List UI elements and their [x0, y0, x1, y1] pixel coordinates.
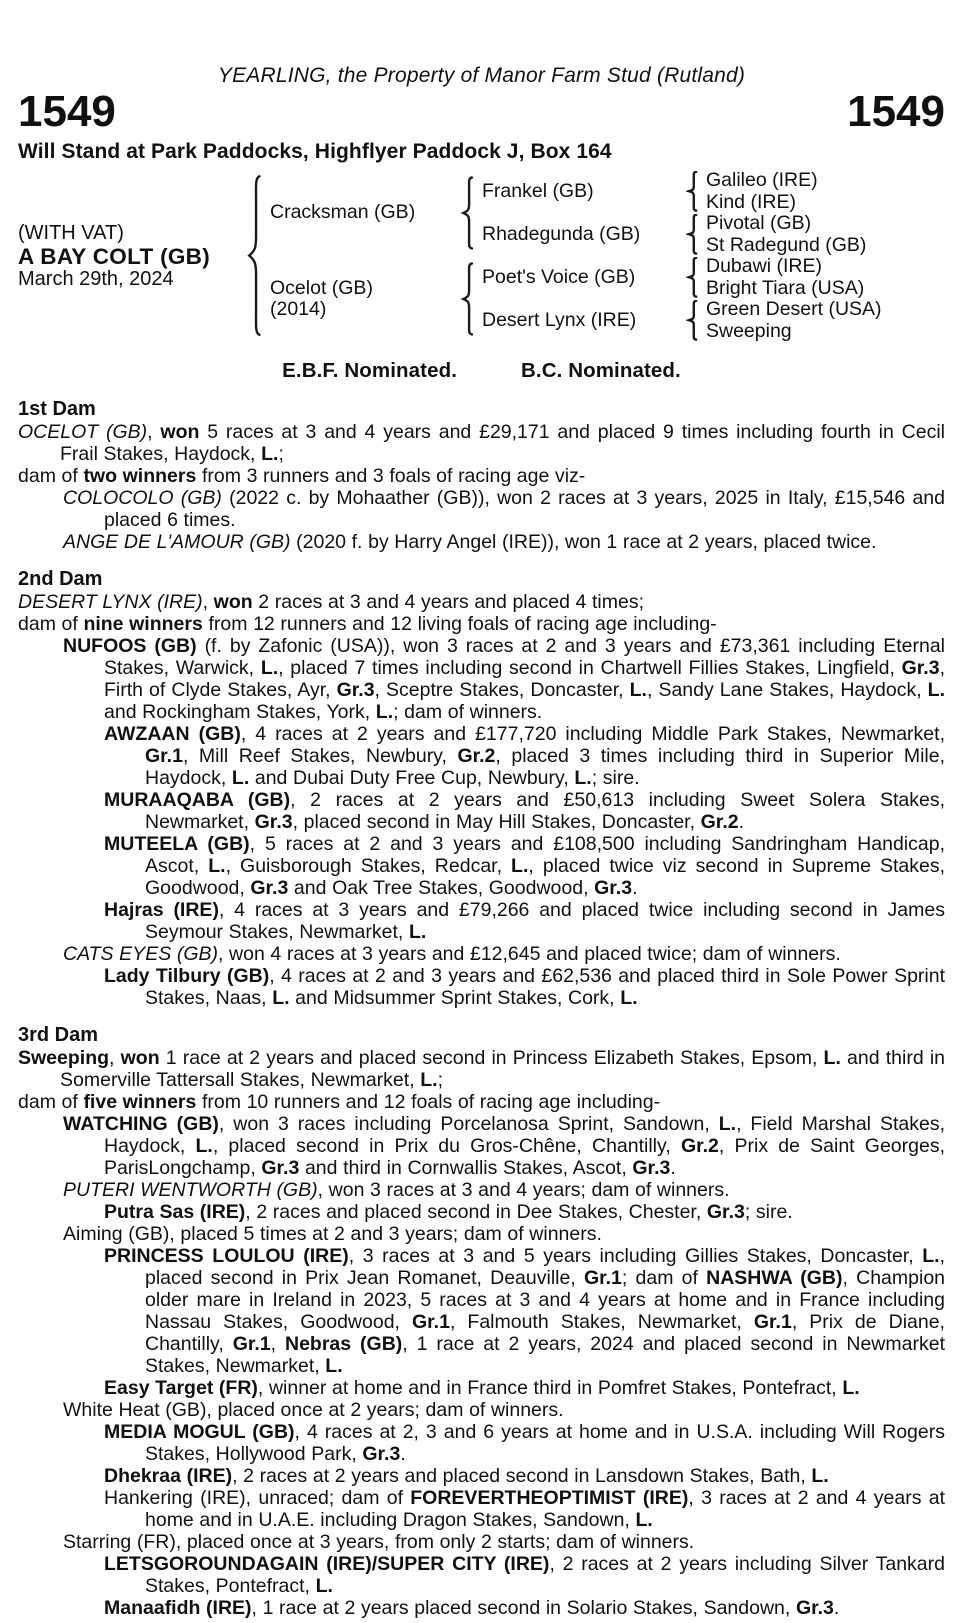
- subject-name: A BAY COLT (GB): [18, 243, 211, 269]
- page-title: YEARLING, the Property of Manor Farm Stud (Rutland): [217, 64, 746, 87]
- text-run: from 3 runners and 3 foals of racing age viz-: [196, 465, 586, 487]
- text-run: , Falmouth Stakes, Newmarket,: [449, 1311, 754, 1333]
- text-run: and Oak Tree Stakes, Goodwood,: [288, 877, 595, 899]
- pedigree-paragraph: [18, 789, 945, 833]
- emphasized-text: L.: [927, 679, 946, 701]
- emphasized-text: L.: [635, 1509, 653, 1531]
- pedigree-paragraph: [18, 965, 945, 1009]
- emphasized-text: Sweeping: [18, 1047, 110, 1069]
- emphasized-text: OCELOT (GB): [18, 421, 148, 443]
- text-run: , placed second in Prix Jean Romanet, Deauville,: [145, 1245, 946, 1289]
- text-run: , placed second in Prix du Gros-Chêne, Chantilly,: [212, 1135, 681, 1157]
- emphasized-text: L.: [922, 1245, 940, 1267]
- emphasized-text: L.: [511, 855, 529, 877]
- emphasized-text: FOREVERTHEOPTIMIST (IRE): [410, 1487, 689, 1509]
- sire-name: Cracksman (GB): [270, 201, 416, 224]
- text-run: , Firth of Clyde Stakes, Ayr,: [104, 657, 945, 701]
- emphasized-text: PRINCESS LOULOU (IRE): [104, 1245, 349, 1267]
- emphasized-text: Gr.1: [232, 1333, 271, 1355]
- emphasized-text: L.: [629, 679, 647, 701]
- text-run: ,: [270, 1333, 285, 1355]
- pedigree-subject: [18, 222, 236, 291]
- text-run: , 3 races at 2 and 4 years at home and in U.A.E. including Dragon Stakes, Sandown,: [145, 1487, 945, 1531]
- text-run: , 1 race at 2 years placed second in Solario Stakes, Sandown,: [251, 1597, 796, 1619]
- text-run: , won 4 races at 3 years and £12,645 and placed twice; dam of winners.: [217, 943, 841, 965]
- text-run: (2020 f. by Harry Angel (IRE)), won 1 race at 2 years, placed twice.: [290, 531, 877, 553]
- text-run: .: [400, 1443, 406, 1465]
- emphasized-text: won: [213, 591, 253, 613]
- emphasized-text: L.: [272, 987, 290, 1009]
- text-run: , 2 races and placed second in Dee Stakes, Chester,: [245, 1201, 707, 1223]
- section-heading: 2nd Dam: [18, 568, 103, 590]
- text-run: .: [833, 1597, 840, 1619]
- section-heading: 3rd Dam: [18, 1024, 99, 1046]
- text-run: ; dam of: [621, 1267, 707, 1289]
- great-grandparent-4: St Radegund (GB): [706, 233, 867, 256]
- emphasized-text: MEDIA MOGUL (GB): [104, 1421, 295, 1443]
- text-run: , Prix de Diane, Chantilly,: [145, 1311, 945, 1355]
- emphasized-text: ANGE DE L'AMOUR (GB): [63, 531, 291, 553]
- text-run: .: [738, 811, 745, 833]
- emphasized-text: L.: [261, 443, 279, 465]
- grandsire-2: Poet's Voice (GB): [482, 265, 636, 288]
- text-run: , 2 races at 2 years and £50,613 including Sweet Solera Stakes, Newmarket,: [145, 789, 946, 833]
- text-run: and third in Somerville Tattersall Stakes, Newmarket,: [60, 1047, 946, 1091]
- pedigree-brace-small-1: [678, 170, 706, 213]
- text-run: , Mill Reef Stakes, Newbury,: [182, 745, 458, 767]
- emphasized-text: MUTEELA (GB): [104, 833, 250, 855]
- lot-number-row: [18, 87, 945, 138]
- text-run: , 3 races at 3 and 5 years including Gillies Stakes, Doncaster,: [348, 1245, 923, 1267]
- emphasized-text: L.: [208, 855, 226, 877]
- text-run: , Prix de Saint Georges, ParisLongchamp,: [104, 1135, 945, 1179]
- emphasized-text: nine winners: [83, 613, 203, 635]
- emphasized-text: Gr.3: [706, 1201, 745, 1223]
- ebf-nomination: E.B.F. Nominated.: [282, 359, 457, 382]
- emphasized-text: Gr.1: [412, 1311, 450, 1333]
- text-run: ,: [202, 591, 214, 613]
- emphasized-text: MURAAQABA (GB): [104, 789, 291, 811]
- emphasized-text: L.: [718, 1113, 737, 1135]
- text-run: Starring (FR), placed once at 3 years, from only 2 starts; dam of winners.: [63, 1531, 695, 1553]
- pedigree-paragraph: [18, 613, 945, 635]
- emphasized-text: Gr.3: [901, 657, 940, 679]
- text-run: , placed second in May Hill Stakes, Doncaster,: [292, 811, 701, 833]
- text-run: , Sandy Lane Stakes, Haydock,: [646, 679, 928, 701]
- emphasized-text: L.: [823, 1047, 841, 1069]
- pedigree-paragraph: [18, 487, 945, 531]
- text-run: , 1 race at 2 years, 2024 and placed second in Newmarket Stakes, Newmarket,: [145, 1333, 945, 1377]
- text-run: (f. by Zafonic (USA)), won 3 races at 2 and 3 years and £73,361 including Eternal Stakes, Warwick,: [104, 635, 945, 679]
- dam-year: (2014): [270, 298, 327, 320]
- emphasized-text: Putra Sas (IRE): [104, 1201, 246, 1223]
- pedigree-paragraph: [18, 1553, 945, 1597]
- text-run: , Guisborough Stakes, Redcar,: [225, 855, 512, 877]
- pedigree-paragraph: [18, 635, 945, 723]
- pedigree-text-sections: [18, 398, 945, 1619]
- vat-note: (WITH VAT): [18, 221, 124, 244]
- emphasized-text: Gr.3: [250, 877, 289, 899]
- emphasized-text: COLOCOLO (GB): [63, 487, 222, 509]
- pedigree-paragraph: [18, 1597, 945, 1619]
- foal-date: March 29th, 2024: [18, 267, 174, 290]
- emphasized-text: won: [160, 421, 200, 443]
- pedigree-paragraph: [18, 1245, 945, 1377]
- text-run: ,: [109, 1047, 121, 1069]
- text-run: dam of: [18, 1091, 84, 1113]
- pedigree-paragraph: [18, 421, 945, 465]
- text-run: ; sire.: [591, 767, 640, 789]
- text-run: , Champion older mare in Ireland in 2023, 5 races at 3 and 4 years at home and in France including Nassau Stakes, Goodwood,: [145, 1267, 946, 1333]
- pedigree-paragraph: [18, 1377, 945, 1399]
- emphasized-text: CATS EYES (GB): [63, 943, 218, 965]
- emphasized-text: L.: [811, 1465, 829, 1487]
- emphasized-text: Gr.3: [594, 877, 633, 899]
- emphasized-text: L.: [315, 1575, 333, 1597]
- emphasized-text: L.: [420, 1069, 438, 1091]
- emphasized-text: Lady Tilbury (GB): [104, 965, 270, 987]
- great-grandparent-7: Green Desert (USA): [706, 298, 882, 320]
- emphasized-text: L.: [408, 921, 427, 943]
- lot-number-right: 1549: [847, 87, 945, 136]
- granddam-2: Desert Lynx (IRE): [482, 308, 637, 331]
- text-run: .: [632, 877, 638, 899]
- dam-name-text: Ocelot (GB): [270, 276, 373, 299]
- text-run: , won 3 races including Porcelanosa Sprint, Sandown,: [218, 1113, 719, 1135]
- text-run: ; sire.: [744, 1201, 793, 1223]
- text-run: from 12 runners and 12 living foals of racing age including-: [202, 613, 717, 635]
- pedigree-paragraph: [18, 465, 945, 487]
- pedigree-brace-small-2: [678, 213, 706, 256]
- text-run: , 5 races at 2 and 3 years and £108,500 including Sandringham Handicap, Ascot,: [145, 833, 945, 877]
- emphasized-text: DESERT LYNX (IRE): [18, 591, 203, 613]
- pedigree-paragraph: [18, 1179, 945, 1201]
- text-run: , 2 races at 2 years including Silver Tankard Stakes, Pontefract,: [145, 1553, 945, 1597]
- emphasized-text: WATCHING (GB): [63, 1113, 219, 1135]
- text-run: dam of: [18, 613, 84, 635]
- emphasized-text: L.: [325, 1355, 343, 1377]
- text-run: , placed 7 times including second in Chartwell Fillies Stakes, Lingfield,: [278, 657, 902, 679]
- emphasized-text: PUTERI WENTWORTH (GB): [63, 1179, 318, 1201]
- emphasized-text: Easy Target (FR): [104, 1377, 258, 1399]
- great-grandparent-8: Sweeping: [706, 319, 792, 342]
- text-run: ;: [437, 1069, 443, 1091]
- emphasized-text: Gr.1: [583, 1267, 622, 1289]
- pedigree-brace-sire: [452, 170, 482, 256]
- pedigree-paragraph: [18, 1465, 945, 1487]
- text-run: , 2 races at 2 years and placed second in Lansdown Stakes, Bath,: [232, 1465, 812, 1487]
- emphasized-text: NASHWA (GB): [706, 1267, 843, 1289]
- text-run: 5 races at 3 and 4 years and £29,171 and placed 9 times including fourth in Cecil Frail Stakes, Haydock,: [60, 421, 945, 465]
- great-grandparent-1: Galileo (IRE): [706, 169, 818, 191]
- pedigree-paragraph: [18, 1091, 945, 1113]
- lot-number-left: 1549: [18, 87, 116, 136]
- emphasized-text: Gr.2: [457, 745, 496, 767]
- pedigree-paragraph: [18, 833, 945, 899]
- text-run: .: [670, 1157, 676, 1179]
- emphasized-text: AWZAAN (GB): [104, 723, 241, 745]
- pedigree-brace-small-4: [678, 299, 706, 342]
- pedigree-paragraph: [18, 1113, 945, 1179]
- emphasized-text: two winners: [83, 465, 197, 487]
- text-run: , 4 races at 2, 3 and 6 years at home and in U.S.A. including Will Rogers Stakes, Hollywood Park,: [145, 1421, 945, 1465]
- emphasized-text: five winners: [83, 1091, 197, 1113]
- text-run: 2 races at 3 and 4 years and placed 4 times;: [252, 591, 645, 613]
- text-run: and third in Cornwallis Stakes, Ascot,: [299, 1157, 633, 1179]
- emphasized-text: Gr.3: [362, 1443, 401, 1465]
- pedigree-paragraph: [18, 723, 945, 789]
- emphasized-text: Gr.2: [700, 811, 739, 833]
- text-run: , 4 races at 2 and 3 years and £62,536 and placed third in Sole Power Sprint Stakes, Naas,: [145, 965, 946, 1009]
- emphasized-text: NUFOOS (GB): [63, 635, 197, 657]
- emphasized-text: Gr.1: [145, 745, 183, 767]
- grandsire-1: Frankel (GB): [482, 179, 594, 202]
- text-run: (2022 c. by Mohaather (GB)), won 2 races at 3 years, 2025 in Italy, £15,546 and placed 6 times.: [104, 487, 946, 531]
- emphasized-text: LETSGOROUNDAGAIN (IRE)/SUPER CITY (IRE): [104, 1553, 550, 1575]
- text-run: , 4 races at 3 years and £79,266 and placed twice including second in James Seymour Stakes, Newmarket,: [145, 899, 945, 943]
- pedigree-paragraph: [18, 899, 945, 943]
- emphasized-text: Gr.3: [336, 679, 375, 701]
- text-run: 1 race at 2 years and placed second in Princess Elizabeth Stakes, Epsom,: [159, 1047, 824, 1069]
- text-run: ; dam of winners.: [393, 701, 543, 723]
- emphasized-text: Gr.3: [632, 1157, 671, 1179]
- bc-nomination: B.C. Nominated.: [521, 359, 681, 382]
- text-run: , placed 3 times including third in Superior Mile, Haydock,: [145, 745, 945, 789]
- emphasized-text: Nebras (GB): [285, 1333, 403, 1355]
- pedigree-paragraph: [18, 1421, 945, 1465]
- pedigree-paragraph: [18, 591, 945, 613]
- emphasized-text: L.: [574, 767, 592, 789]
- pedigree-brace-large: [236, 170, 270, 342]
- pedigree-paragraph: [18, 1047, 945, 1091]
- pedigree-paragraph: [18, 1487, 945, 1531]
- emphasized-text: Gr.3: [254, 811, 293, 833]
- pedigree-brace-dam: [452, 256, 482, 342]
- pedigree-paragraph: [18, 1201, 945, 1223]
- pedigree-paragraph: [18, 1399, 945, 1421]
- pedigree-paragraph: [18, 943, 945, 965]
- emphasized-text: Gr.3: [795, 1597, 834, 1619]
- emphasized-text: L.: [231, 767, 250, 789]
- emphasized-text: L.: [375, 701, 394, 723]
- text-run: and Dubai Duty Free Cup, Newbury,: [249, 767, 575, 789]
- granddam-1: Rhadegunda (GB): [482, 222, 641, 245]
- emphasized-text: Hajras (IRE): [104, 899, 219, 921]
- emphasized-text: L.: [842, 1377, 860, 1399]
- text-run: , placed twice viz second in Supreme Stakes, Goodwood,: [145, 855, 945, 899]
- text-run: , Field Marshal Stakes, Haydock,: [104, 1113, 945, 1157]
- great-grandparent-2: Kind (IRE): [706, 190, 796, 213]
- emphasized-text: L.: [195, 1135, 213, 1157]
- emphasized-text: Gr.2: [680, 1135, 719, 1157]
- dam-name: [270, 278, 452, 321]
- text-run: from 10 runners and 12 foals of racing age including-: [196, 1091, 661, 1113]
- emphasized-text: won: [120, 1047, 160, 1069]
- emphasized-text: Gr.3: [261, 1157, 300, 1179]
- text-run: and Rockingham Stakes, York,: [104, 701, 376, 723]
- text-run: ,: [147, 421, 161, 443]
- text-run: , won 3 races at 3 and 4 years; dam of winners.: [317, 1179, 730, 1201]
- emphasized-text: Gr.1: [753, 1311, 792, 1333]
- text-run: , Sceptre Stakes, Doncaster,: [374, 679, 630, 701]
- text-run: , 4 races at 2 years and £177,720 including Middle Park Stakes, Newmarket,: [240, 723, 945, 745]
- text-run: Aiming (GB), placed 5 times at 2 and 3 years; dam of winners.: [63, 1223, 602, 1245]
- pedigree-paragraph: [18, 1531, 945, 1553]
- great-grandparent-5: Dubawi (IRE): [706, 255, 822, 277]
- text-run: ;: [278, 443, 284, 465]
- pedigree-paragraph: [18, 531, 945, 553]
- great-grandparent-3: Pivotal (GB): [706, 212, 812, 234]
- text-run: and Midsummer Sprint Stakes, Cork,: [289, 987, 621, 1009]
- pedigree-table: [18, 170, 945, 342]
- pedigree-paragraph: [18, 1223, 945, 1245]
- pedigree-brace-small-3: [678, 256, 706, 299]
- section-heading: 1st Dam: [18, 398, 96, 420]
- text-run: dam of: [18, 465, 84, 487]
- emphasized-text: L.: [620, 987, 638, 1009]
- emphasized-text: L.: [260, 657, 279, 679]
- text-run: Hankering (IRE), unraced; dam of: [104, 1487, 411, 1509]
- text-run: White Heat (GB), placed once at 2 years; dam of winners.: [63, 1399, 564, 1421]
- stand-location: Will Stand at Park Paddocks, Highflyer Paddock J, Box 164: [18, 140, 612, 163]
- text-run: , winner at home and in France third in Pomfret Stakes, Pontefract,: [257, 1377, 843, 1399]
- emphasized-text: Dhekraa (IRE): [104, 1465, 233, 1487]
- emphasized-text: Manaafidh (IRE): [104, 1597, 252, 1619]
- nominations-row: [18, 359, 945, 383]
- great-grandparent-6: Bright Tiara (USA): [706, 276, 865, 299]
